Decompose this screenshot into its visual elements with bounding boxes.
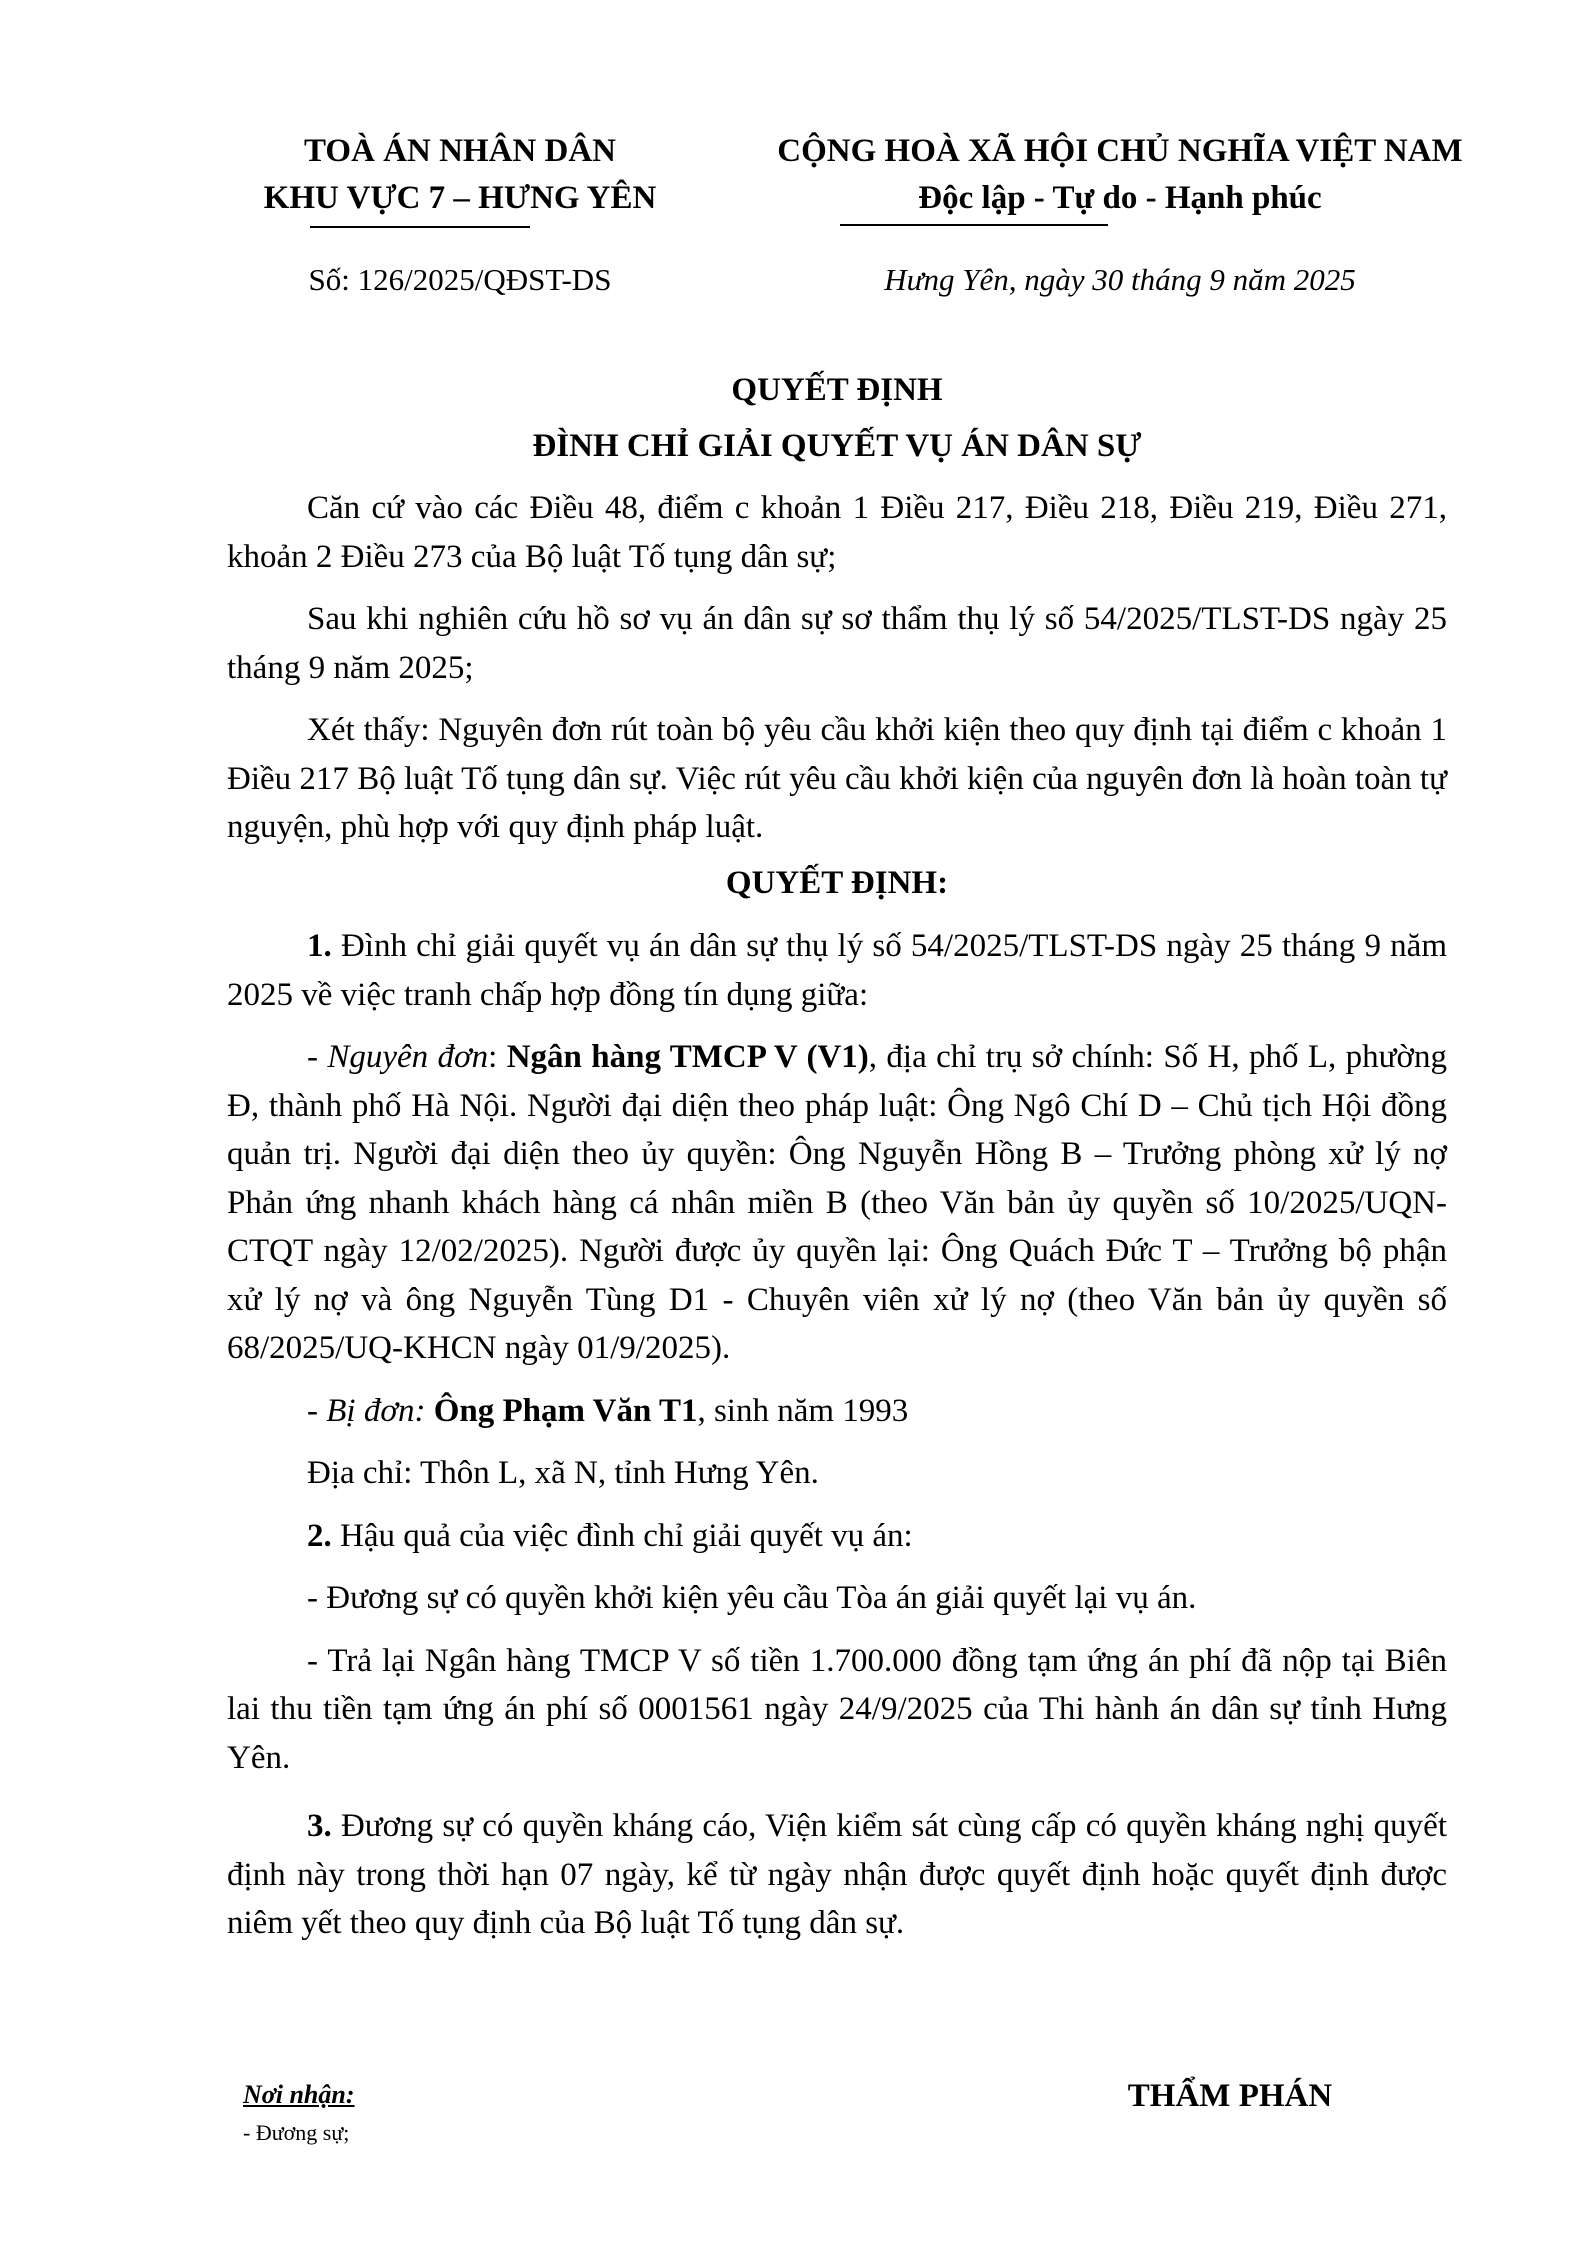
plaintiff-label: Nguyên đơn <box>327 1039 489 1075</box>
item-1-text: Đình chỉ giải quyết vụ án dân sự thụ lý số 54/2025/TLST-DS ngày 25 tháng 9 năm 2025 về việc tranh chấp hợp đồng tín dụng giữa: <box>227 928 1447 1013</box>
document-title: QUYẾT ĐỊNH <box>731 372 943 408</box>
case-review: Sau khi nghiên cứu hồ sơ vụ án dân sự sơ thẩm thụ lý số 54/2025/TLST-DS ngày 25 tháng 9 năm 2025; <box>227 601 1447 686</box>
place-date: Hưng Yên, ngày 30 tháng 9 năm 2025 <box>884 262 1356 297</box>
item-2-text: Hậu quả của việc đình chỉ giải quyết vụ án: <box>331 1517 913 1554</box>
motto-underline <box>840 224 1108 226</box>
defendant-name: Ông Phạm Văn T1 <box>433 1392 698 1429</box>
consequence-bullet-2: - Trả lại Ngân hàng TMCP V số tiền 1.700.000 đồng tạm ứng án phí đã nộp tại Biên lai thu tiền tạm ứng án phí số 0001561 ngày 24/9/2025 của Thi hành án dân sự tỉnh Hưng Yên. <box>227 1642 1447 1776</box>
document-number: Số: 126/2025/QĐST-DS <box>308 262 612 297</box>
plaintiff-dash: - <box>307 1039 328 1075</box>
nation-line-2: Độc lập - Tự do - Hạnh phúc <box>918 180 1322 216</box>
national-motto <box>720 128 1520 222</box>
item-1-number: 1. <box>307 928 332 964</box>
decision-heading: QUYẾT ĐỊNH: <box>725 865 949 901</box>
document-subtitle: ĐÌNH CHỈ GIẢI QUYẾT VỤ ÁN DÂN SỰ <box>532 428 1142 464</box>
item-2-number: 2. <box>307 1517 332 1554</box>
legal-basis: Căn cứ vào các Điều 48, điểm c khoản 1 Điều 217, Điều 218, Điều 219, Điều 271, khoản 2 Điều 273 của Bộ luật Tố tụng dân sự; <box>227 490 1447 575</box>
recipient-item: - Đương sự; <box>243 2120 350 2145</box>
item-3-number: 3. <box>307 1808 332 1844</box>
plaintiff-paragraph <box>227 1033 1447 1373</box>
court-name <box>200 128 720 222</box>
plaintiff-colon: : <box>488 1039 507 1075</box>
court-line-2: KHU VỰC 7 – HƯNG YÊN <box>263 180 657 216</box>
item-3-text: Đương sự có quyền kháng cáo, Viện kiểm sát cùng cấp có quyền kháng nghị quyết định này trong thời hạn 07 ngày, kể từ ngày nhận được quyết định hoặc quyết định được niêm yết theo quy định của Bộ luật Tố tụng dân sự. <box>227 1808 1447 1941</box>
considering: Xét thấy: Nguyên đơn rút toàn bộ yêu cầu khởi kiện theo quy định tại điểm c khoản 1 Điều 217 Bộ luật Tố tụng dân sự. Việc rút yêu cầu khởi kiện của nguyên đơn là hoàn toàn tự nguyện, phù hợp với quy định pháp luật. <box>227 712 1447 845</box>
plaintiff-details: , địa chỉ trụ sở chính: Số H, phố L, phường Đ, thành phố Hà Nội. Người đại diện theo pháp luật: Ông Ngô Chí D – Chủ tịch Hội đồng quản trị. Người đại diện theo ủy quyền: Ông Nguyễn Hồng B – Trưởng phòng xử lý nợ Phản ứng nhanh khách hàng cá nhân miền B (theo Văn bản ủy quyền số 10/2025/UQN-CTQT ngày 12/02/2025). Người được ủy quyền lại: Ông Quách Đức T – Trưởng bộ phận xử lý nợ và ông Nguyễn Tùng D1 - Chuyên viên xử lý nợ (theo Văn bản ủy quyền số 68/2025/UQ-KHCN ngày 01/9/2025). <box>227 1039 1447 1366</box>
recipients-label: Nơi nhận: <box>243 2080 355 2109</box>
defendant-address: Địa chỉ: Thôn L, xã N, tỉnh Hưng Yên. <box>307 1455 819 1491</box>
defendant-label: Bị đơn: <box>326 1392 426 1429</box>
defendant-dash: - <box>307 1392 327 1429</box>
court-line-1: TOÀ ÁN NHÂN DÂN <box>304 133 616 169</box>
preamble <box>227 484 1447 852</box>
defendant-details: , sinh năm 1993 <box>697 1392 909 1429</box>
consequence-bullet-1: - Đương sự có quyền khởi kiện yêu cầu Tòa án giải quyết lại vụ án. <box>307 1580 1197 1616</box>
defendant-paragraph <box>227 1387 1447 1436</box>
plaintiff-name: Ngân hàng TMCP V (V1) <box>506 1039 869 1075</box>
signer-title: THẨM PHÁN <box>1127 2078 1333 2114</box>
decision-item-1 <box>227 922 1447 1948</box>
court-underline <box>310 226 530 228</box>
nation-line-1: CỘNG HOÀ XÃ HỘI CHỦ NGHĨA VIỆT NAM <box>777 133 1463 169</box>
